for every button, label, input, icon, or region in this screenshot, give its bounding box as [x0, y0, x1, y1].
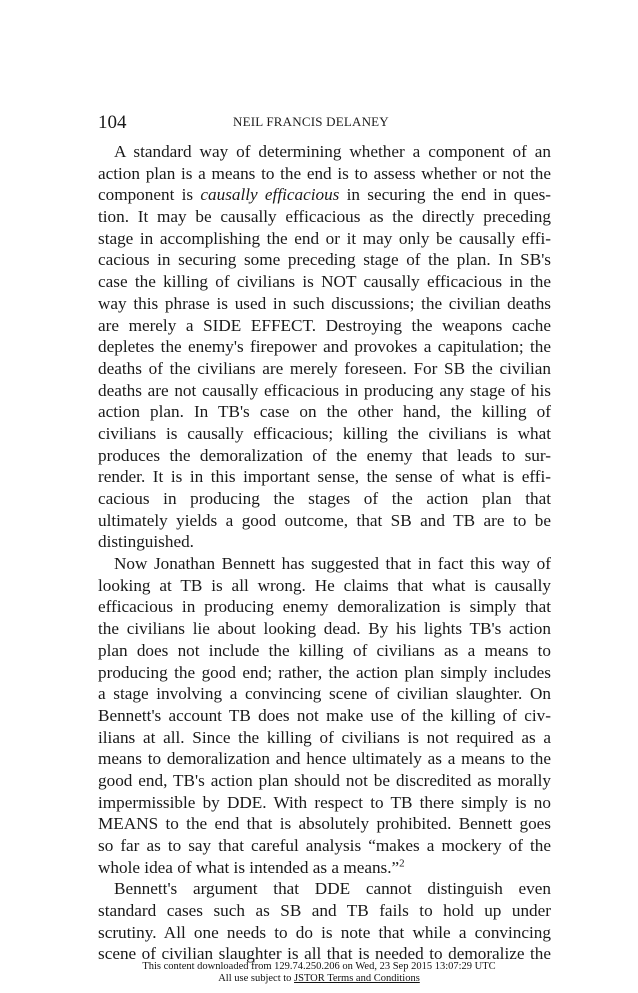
- text-line: scene of civilian slaughter is all that is needed to demoralize the: [98, 944, 551, 964]
- text-line: good end, TB's action plan should not be discredited as morally: [98, 770, 551, 790]
- text-line: a stage involving a convincing scene of civilian slaughter. On: [98, 684, 551, 704]
- text-line: deaths are not causally efficacious in producing any stage of his: [98, 380, 551, 400]
- text-segment: whole idea of what is intended as a means.”: [98, 857, 400, 877]
- page-number: 104: [98, 112, 127, 133]
- text-line: action plan. In TB's case on the other hand, the killing of: [98, 402, 551, 422]
- terms-line: [0, 973, 638, 985]
- paragraph: [98, 878, 551, 965]
- running-head: NEIL FRANCIS DELANEY: [233, 114, 389, 129]
- text-line: cacious in securing some preceding stage of the plan. In SB's: [98, 250, 551, 270]
- text-line: case the killing of civilians is NOT causally efficacious in the: [98, 272, 551, 292]
- text-line: are merely a SIDE EFFECT. Destroying the weapons cache: [98, 315, 551, 335]
- jstor-terms-link[interactable]: JSTOR Terms and Conditions: [294, 973, 420, 984]
- text-line: plan does not include the killing of civilians as a means to: [98, 640, 551, 660]
- text-line: depletes the enemy's firepower and provokes a capitulation; the: [98, 337, 551, 357]
- download-footer: [0, 961, 638, 985]
- text-line: A standard way of determining whether a component of an: [114, 142, 551, 161]
- text-line: scrutiny. All one needs to do is note that while a convincing: [98, 922, 551, 942]
- text-segment: component is: [98, 185, 201, 205]
- text-line: so far as to say that careful analysis “makes a mockery of the: [98, 836, 551, 855]
- terms-prefix: All use subject to: [218, 973, 295, 984]
- text-line: the civilians lie about looking dead. By his lights TB's action: [98, 619, 551, 639]
- download-notice: This content downloaded from 129.74.250.206 on Wed, 23 Sep 2015 13:07:29 UTC: [142, 961, 496, 972]
- text-line: tion. It may be causally efficacious as the directly preceding: [98, 207, 551, 227]
- text-line: deaths of the civilians are merely foreseen. For SB the civilian: [98, 358, 551, 378]
- text-line: distinguished.: [98, 532, 194, 552]
- text-line: way this phrase is used in such discussions; the civilian deaths: [98, 293, 551, 313]
- text-line: Bennett's account TB does not make use of the killing of civ-: [98, 705, 551, 725]
- text-line: efficacious in producing enemy demoralization is simply that: [98, 597, 551, 617]
- text-line: ultimately yields a good outcome, that SB and TB are to be: [98, 510, 551, 530]
- text-line: impermissible by DDE. With respect to TB there simply is no: [98, 792, 551, 812]
- text-line: Bennett's argument that DDE cannot distinguish even: [114, 879, 551, 899]
- text-line-with-footnote: [98, 857, 551, 879]
- text-line: looking at TB is all wrong. He claims that what is causally: [98, 575, 551, 595]
- footnote-marker[interactable]: 2: [399, 856, 405, 869]
- text-line: action plan is a means to the end is to assess whether or not the: [98, 163, 551, 183]
- paragraph: [98, 553, 551, 878]
- text-segment: in securing the end in ques-: [339, 185, 551, 205]
- text-line: produces the demoralization of the enemy that leads to sur-: [98, 445, 551, 465]
- page-header: [98, 112, 551, 136]
- text-line: Now Jonathan Bennett has suggested that in fact this way of: [114, 554, 551, 574]
- text-line: producing the good end; rather, the action plan simply includes: [98, 662, 551, 682]
- text-line: stage in accomplishing the end or it may only be causally effi-: [98, 228, 551, 248]
- body-text: [98, 141, 551, 965]
- text-line-with-italic: [98, 184, 551, 206]
- text-line: means to demoralization and hence ultimately as a means to the: [98, 749, 551, 769]
- text-line: civilians is causally efficacious; killing the civilians is what: [98, 423, 551, 443]
- paragraph: [98, 141, 551, 553]
- text-line: ilians at all. Since the killing of civilians is not required as a: [98, 727, 551, 747]
- text-line: cacious in producing the stages of the action plan that: [98, 489, 551, 508]
- italic-phrase: causally efficacious: [200, 185, 340, 205]
- text-line: standard cases such as SB and TB fails to hold up under: [98, 901, 551, 921]
- text-line: render. It is in this important sense, the sense of what is effi-: [98, 467, 551, 487]
- text-line: MEANS to the end that is absolutely prohibited. Bennett goes: [98, 814, 551, 834]
